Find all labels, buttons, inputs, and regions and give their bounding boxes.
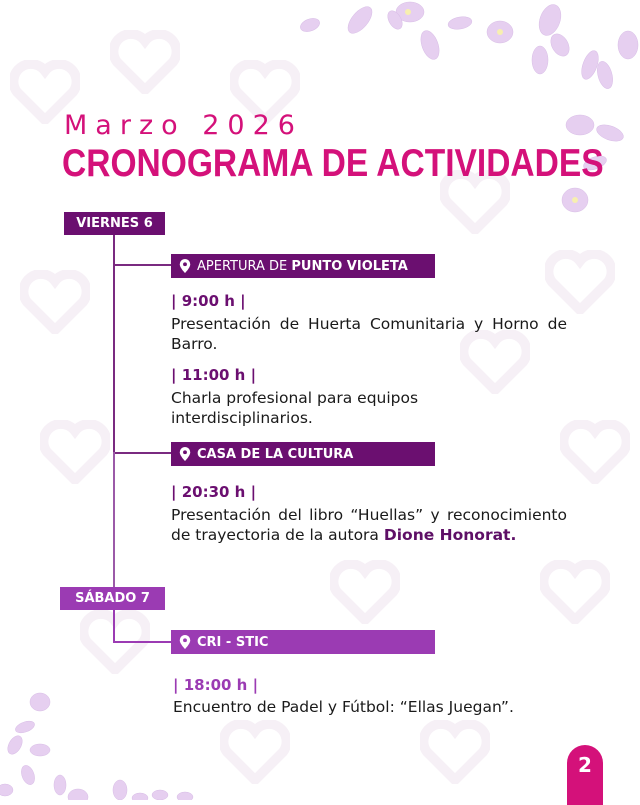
- event-description: [171, 505, 567, 545]
- heart-watermark-icon: [110, 30, 180, 94]
- timeline-branch: [113, 264, 171, 266]
- heart-watermark-icon: [420, 720, 490, 784]
- location-label-bold: CRI - STIC: [197, 634, 269, 650]
- timeline-line: [113, 609, 115, 642]
- location-label-bold: CASA DE LA CULTURA: [197, 446, 354, 462]
- event-time: | 18:00 h |: [173, 676, 259, 694]
- event-time: | 11:00 h |: [171, 366, 257, 384]
- page-subtitle: Marzo 2026: [64, 110, 303, 141]
- heart-watermark-icon: [40, 420, 110, 484]
- page-title: CRONOGRAMA DE ACTIVIDADES: [62, 142, 604, 185]
- event-time: | 20:30 h |: [171, 483, 257, 501]
- timeline-branch: [113, 452, 171, 454]
- location-header: [171, 254, 435, 278]
- heart-watermark-icon: [330, 560, 400, 624]
- day-label-sabado: SÁBADO 7: [60, 587, 165, 610]
- event-description-text: Presentación del libro “Huellas” y reconocimiento de trayectoria de la autora: [171, 506, 567, 544]
- heart-watermark-icon: [20, 270, 90, 334]
- flower-petals-decoration: [0, 680, 200, 800]
- event-time: | 9:00 h |: [171, 292, 246, 310]
- timeline-line: [113, 234, 115, 452]
- location-label-regular: APERTURA DE: [197, 258, 292, 274]
- timeline-branch: [113, 641, 171, 643]
- event-description: Presentación de Huerta Comunitaria y Horno de Barro.: [171, 315, 567, 353]
- page-number-badge: 2: [567, 745, 603, 805]
- location-label-bold: PUNTO VIOLETA: [291, 258, 408, 274]
- location-header: [171, 442, 435, 466]
- event-description: Charla profesional para equipos interdisciplinarios.: [171, 389, 419, 427]
- author-name: Dione Honorat.: [383, 526, 517, 544]
- event-description: Encuentro de Padel y Fútbol: “Ellas Juegan”.: [173, 698, 514, 716]
- flower-petals-decoration: [290, 0, 640, 230]
- heart-watermark-icon: [560, 420, 630, 484]
- map-pin-icon: [179, 635, 191, 649]
- heart-watermark-icon: [220, 720, 290, 784]
- heart-watermark-icon: [545, 250, 615, 314]
- location-header: [171, 630, 435, 654]
- map-pin-icon: [179, 259, 191, 273]
- heart-watermark-icon: [540, 560, 610, 624]
- map-pin-icon: [179, 447, 191, 461]
- timeline-line: [113, 452, 115, 588]
- day-label-viernes: VIERNES 6: [64, 212, 165, 235]
